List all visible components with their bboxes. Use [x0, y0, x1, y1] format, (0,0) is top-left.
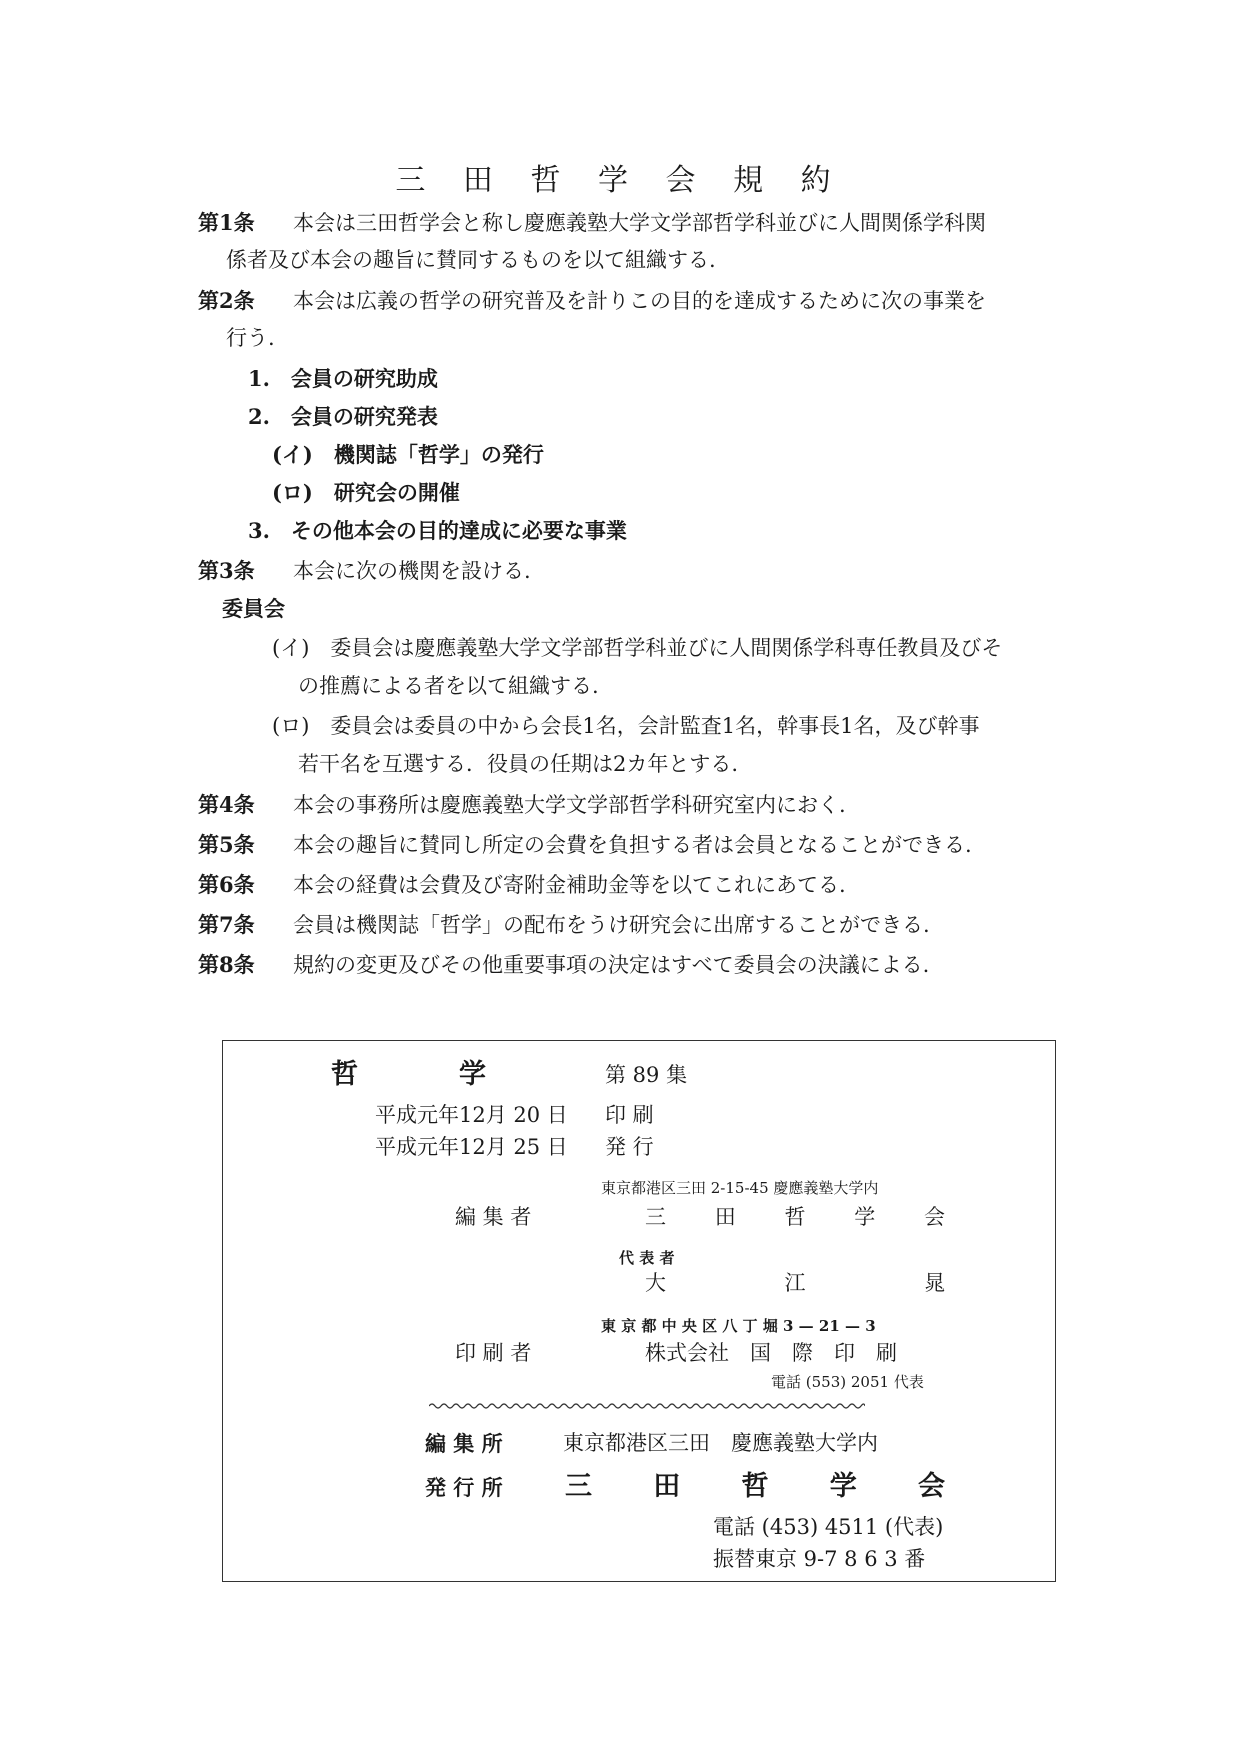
list-item: 3. その他本会の目的達成に必要な事業 — [248, 518, 627, 543]
document-title: 三 田 哲 学 会 規 約 — [395, 163, 845, 198]
journal-title-1: 哲 — [331, 1059, 358, 1090]
committee-heading: 委員会 — [222, 596, 285, 621]
article-3 — [198, 560, 531, 582]
publish-date: 平成元年12月 25 日 — [375, 1135, 568, 1159]
editor-name: 三 田 哲 学 会 — [645, 1205, 945, 1229]
issue-number: 第 89 集 — [605, 1063, 688, 1087]
article-text: 本会は広義の哲学の研究普及を計りこの目的を達成するために次の事業を — [293, 289, 986, 313]
committee-item-1-cont: の推薦による者を以て組織する. — [298, 674, 599, 698]
article-8 — [198, 954, 929, 976]
article-number: 第8条 — [198, 952, 255, 977]
article-text: 本会の経費は会費及び寄附金補助金等を以てこれにあてる. — [293, 873, 846, 897]
article-4 — [198, 794, 846, 816]
print-label: 印 刷 — [605, 1103, 654, 1127]
publisher-phone: 電話 (453) 4511 (代表) — [713, 1515, 944, 1539]
editorial-office-address: 東京都港区三田 慶應義塾大学内 — [563, 1431, 878, 1455]
article-7 — [198, 914, 930, 936]
article-5 — [198, 834, 972, 856]
article-1 — [198, 212, 986, 234]
article-text: 本会は三田哲学会と称し慶應義塾大学文学部哲学科並びに人間関係学科関 — [293, 211, 986, 235]
printer-address: 東 京 都 中 央 区 八 丁 堀 3 — 21 — 3 — [601, 1317, 876, 1335]
article-1-cont: 係者及び本会の趣旨に賛同するものを以て組織する. — [226, 248, 716, 272]
editor-label: 編 集 者 — [455, 1205, 532, 1229]
committee-item-1: (イ) 委員会は慶應義塾大学文学部哲学科並びに人間関係学科専任教員及びそ — [272, 636, 1003, 660]
article-number: 第3条 — [198, 558, 255, 583]
list-item: 1. 会員の研究助成 — [248, 366, 438, 391]
publisher-label: 発 行 所 — [425, 1475, 503, 1500]
article-number: 第1条 — [198, 210, 255, 235]
article-text: 本会に次の機関を設ける. — [293, 559, 531, 583]
article-text: 規約の変更及びその他重要事項の決定はすべて委員会の決議による. — [293, 953, 930, 977]
article-number: 第4条 — [198, 792, 255, 817]
article-text: 会員は機関誌「哲学」の配布をうけ研究会に出席することができる. — [293, 913, 930, 937]
printer-phone: 電話 (553) 2051 代表 — [771, 1373, 924, 1391]
publisher-transfer-account: 振替東京 9-7 8 6 3 番 — [713, 1547, 926, 1571]
print-date: 平成元年12月 20 日 — [375, 1103, 568, 1127]
publish-label: 発 行 — [605, 1135, 654, 1159]
article-number: 第5条 — [198, 832, 255, 857]
article-text: 本会の事務所は慶應義塾大学文学部哲学科研究室内におく. — [293, 793, 846, 817]
list-subitem: (ロ) 研究会の開催 — [272, 480, 460, 505]
list-subitem: (イ) 機関誌「哲学」の発行 — [272, 442, 544, 467]
article-text: 本会の趣旨に賛同し所定の会費を負担する者は会員となることができる. — [293, 833, 972, 857]
printer-name: 株式会社 国 際 印 刷 — [645, 1341, 897, 1365]
list-item: 2. 会員の研究発表 — [248, 404, 438, 429]
publisher-name: 三 田 哲 学 会 — [565, 1471, 945, 1502]
article-number: 第6条 — [198, 872, 255, 897]
article-2 — [198, 290, 986, 312]
representative-name: 大 江 晁 — [645, 1271, 945, 1295]
colophon-box — [222, 1040, 1056, 1582]
wavy-divider — [429, 1401, 865, 1411]
representative-label: 代 表 者 — [619, 1249, 675, 1267]
editorial-office-label: 編 集 所 — [425, 1431, 503, 1456]
article-number: 第2条 — [198, 288, 255, 313]
article-number: 第7条 — [198, 912, 255, 937]
journal-title-2: 学 — [459, 1059, 486, 1090]
printer-label: 印 刷 者 — [455, 1341, 532, 1365]
committee-item-2-cont: 若干名を互選する．役員の任期は2カ年とする. — [298, 752, 739, 776]
article-6 — [198, 874, 846, 896]
committee-item-2: (ロ) 委員会は委員の中から会長1名，会計監査1名，幹事長1名，及び幹事 — [272, 714, 980, 738]
article-2-cont: 行う. — [226, 326, 275, 350]
editor-address: 東京都港区三田 2-15-45 慶應義塾大学内 — [601, 1179, 879, 1197]
